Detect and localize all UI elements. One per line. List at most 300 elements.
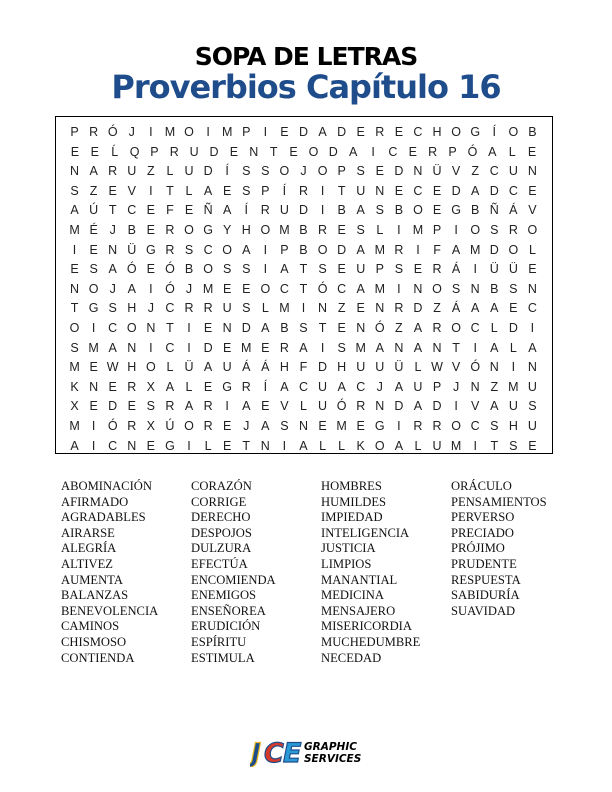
word-list-item: DESPOJOS [191,525,252,540]
grid-letter: O [470,223,481,237]
grid-letter: H [279,360,289,375]
grid-letter: D [394,399,404,414]
grid-letter: A [261,419,270,433]
grid-row [56,299,551,319]
grid-letter: Ü [394,360,404,375]
grid-letter: V [528,203,537,218]
grid-letter: A [89,164,98,179]
grid-letter: F [433,242,441,257]
grid-letter: I [454,223,458,237]
word-list-item: CORRIGE [191,494,247,509]
word-list-item: CAMINOS [61,619,120,634]
grid-letter: E [222,340,232,355]
grid-letter: O [260,223,271,237]
word-list-item: ERUDICIÓN [191,619,261,634]
grid-letter: U [508,399,518,414]
grid-letter: N [432,340,442,355]
word-list-item: MEDICINA [321,588,384,603]
grid-letter: V [451,164,461,179]
grid-letter: I [187,438,191,453]
grid-letter: E [70,262,79,277]
grid-letter: R [394,301,404,316]
grid-letter: E [108,379,117,394]
logo-line1: GRAPHIC [304,741,357,753]
word-list-item: SUAVIDAD [451,603,516,618]
grid-letter: I [72,242,77,257]
grid-letter: R [432,321,442,335]
word-list-item: ENEMIGOS [191,588,257,603]
grid-letter: O [451,125,461,139]
word-list-item: ABOMINACIÓN [61,479,152,493]
grid-letter: I [187,321,191,335]
grid-letter: W [431,360,443,375]
grid-letter: C [165,301,175,316]
grid-letter: U [375,360,385,375]
grid-letter: D [451,183,461,198]
grid-letter: R [165,223,175,237]
grid-letter: Ñ [203,203,213,218]
grid-letter: J [185,281,193,296]
grid-letter: D [337,242,347,257]
grid-letter: M [508,379,519,394]
grid-letter: C [470,419,480,433]
word-list-item: AUMENTA [61,572,123,587]
grid-letter: D [241,321,251,335]
word-list-item: HUMILDES [321,494,387,509]
grid-letter: D [328,144,338,159]
grid-letter: Ñ [489,203,499,218]
grid-letter: A [70,203,79,218]
grid-letter: Ü [508,262,518,277]
grid-letter: O [203,262,213,277]
word-list-item: ALTIVEZ [61,556,113,571]
grid-letter: Ú [89,203,99,218]
grid-letter: D [298,125,308,139]
grid-letter: E [70,144,80,159]
grid-letter: R [318,223,328,237]
grid-letter: U [356,360,366,375]
grid-letter: E [89,399,98,414]
grid-letter: N [413,281,423,296]
grid-letter: A [242,399,251,414]
grid-letter: T [318,321,327,335]
grid-letter: T [452,340,460,355]
grid-row [56,358,551,378]
grid-letter: E [127,399,136,414]
grid-letter: W [106,360,119,375]
grid-letter: Ĺ [111,144,119,159]
grid-letter: Í [282,183,287,198]
grid-letter: D [413,301,423,316]
word-list-item: PRECIADO [451,525,514,540]
grid-letter: U [279,203,289,218]
grid-letter: A [203,183,213,198]
grid-letter: N [413,164,423,179]
grid-letter: D [508,321,518,335]
grid-letter: N [394,340,404,355]
grid-letter: J [109,281,116,296]
grid-letter: T [166,321,174,335]
grid-letter: S [394,262,404,277]
grid-letter: A [299,438,308,453]
grid-letter: Í [244,203,248,218]
grid-letter: O [184,125,194,139]
grid-letter: R [169,144,179,159]
grid-letter: R [432,262,442,277]
grid-letter: N [108,242,118,257]
grid-letter: N [89,379,99,394]
grid-letter: A [413,340,423,355]
grid-letter: E [394,125,404,139]
grid-letter: O [508,242,519,257]
grid-letter: Ü [127,242,137,257]
grid-letter: M [221,125,233,139]
grid-letter: K [70,379,79,394]
grid-letter: S [242,164,251,179]
grid-letter: I [473,262,477,277]
grid-letter: O [69,321,80,335]
grid-letter: O [317,164,328,179]
grid-letter: C [489,164,499,179]
worksheet-title: Proverbios Capítulo 16 [111,68,501,106]
grid-letter: A [471,183,480,198]
grid-letter: S [356,223,365,237]
grid-letter: P [150,144,159,159]
grid-letter: R [428,144,438,159]
grid-letter: Ü [432,164,442,179]
grid-letter: R [508,223,518,237]
grid-letter: Á [261,360,270,375]
grid-letter: S [451,281,461,296]
grid-letter: C [356,379,366,394]
grid-letter: J [376,379,383,394]
grid-letter: Ó [374,321,385,335]
grid-letter: S [146,399,156,414]
grid-letter: F [299,360,308,375]
word-list-item: ALEGRÍA [61,541,117,556]
grid-letter: O [184,223,194,237]
svg-text:E: E [283,738,302,767]
grid-letter: M [202,281,214,296]
grid-letter: V [280,399,289,414]
grid-letter: M [412,223,424,237]
grid-letter: L [300,399,307,414]
grid-letter: R [108,164,118,179]
word-list-item: ORÁCULO [451,479,512,493]
grid-letter: R [203,419,213,433]
grid-letter: M [88,340,99,355]
grid-letter: P [448,144,457,159]
grid-letter: A [413,399,423,414]
grid-letter: O [279,164,290,179]
grid-letter: A [242,242,251,257]
grid-letter: O [432,281,442,296]
grid-letter: S [356,164,365,179]
grid-letter: J [128,125,135,139]
grid-letter: Á [509,203,518,218]
grid-letter: I [320,340,325,355]
grid-letter: B [394,203,404,218]
grid-letter: N [489,360,499,375]
word-list-item: AIRARSE [61,525,115,540]
grid-letter: E [89,360,98,375]
grid-letter: H [241,223,251,237]
grid-letter: S [375,203,384,218]
grid-letter: E [280,125,289,139]
grid-letter: I [530,321,535,335]
grid-letter: D [108,399,118,414]
word-list-item: ESTIMULA [191,650,255,665]
grid-letter: U [318,399,328,414]
grid-letter: A [356,242,365,257]
letter-grid [55,116,553,454]
grid-letter: Z [433,301,441,316]
grid-letter: D [298,203,308,218]
grid-row [56,143,551,163]
grid-letter: L [508,144,516,159]
grid-letter: Ú [165,419,175,433]
grid-letter: I [149,125,153,139]
word-list-item: CONTIENDA [61,650,135,665]
grid-letter: E [90,144,99,159]
grid-letter: A [375,340,384,355]
grid-letter: O [126,321,137,335]
grid-letter: C [127,203,137,218]
grid-letter: E [432,183,442,198]
grid-row [56,339,551,359]
grid-letter: E [146,203,156,218]
grid-letter: E [527,144,537,159]
grid-letter: D [203,340,213,355]
grid-letter: E [337,262,346,277]
grid-letter: S [261,164,270,179]
grid-letter: D [203,164,213,179]
grid-letter: I [263,242,268,257]
grid-letter: F [166,203,174,218]
grid-letter: A [318,125,327,139]
grid-letter: R [394,242,404,257]
grid-letter: I [91,438,96,453]
grid-letter: D [318,360,328,375]
grid-letter: N [70,164,80,179]
grid-letter: M [69,419,80,433]
grid-letter: N [375,183,385,198]
grid-row [56,201,551,221]
grid-letter: D [489,242,499,257]
grid-letter: A [108,262,117,277]
grid-letter: N [222,321,232,335]
grid-letter: A [337,379,346,394]
grid-letter: R [298,183,308,198]
grid-letter: O [145,360,156,375]
word-list-item: PENSAMIENTOS [451,494,547,509]
grid-letter: G [374,419,385,433]
grid-letter: S [184,242,194,257]
grid-letter: J [109,223,116,237]
grid-letter: N [146,321,156,335]
grid-letter: E [356,125,365,139]
grid-letter: L [338,438,346,453]
word-list-item: AGRADABLES [61,510,146,525]
grid-letter: H [432,125,442,139]
grid-row [56,123,551,143]
word-list-item: EFECTÚA [191,556,248,571]
grid-letter: S [242,183,251,198]
grid-letter: G [165,438,175,453]
grid-letter: E [408,144,417,159]
grid-letter: Ó [317,281,328,296]
grid-letter: Q [129,144,140,159]
grid-letter: Ó [126,262,137,277]
grid-letter: E [222,281,232,296]
grid-letter: Ó [107,125,118,139]
grid-letter: O [374,438,385,453]
grid-letter: C [527,301,537,316]
grid-letter: E [242,281,251,296]
grid-letter: X [146,379,156,394]
grid-letter: M [69,223,80,237]
grid-letter: A [280,379,289,394]
grid-letter: H [127,301,137,316]
grid-letter: R [89,125,99,139]
grid-letter: N [527,281,537,296]
grid-letter: I [91,321,96,335]
grid-letter: E [528,262,537,277]
grid-letter: E [203,379,213,394]
word-list-item: BALANZAS [61,588,129,603]
grid-letter: I [397,223,401,237]
grid-letter: E [318,419,327,433]
grid-letter: U [222,301,232,316]
grid-letter: E [509,301,518,316]
grid-letter: R [165,242,175,257]
grid-letter: Z [471,164,479,179]
grid-letter: T [166,183,174,198]
grid-letter: N [260,438,270,453]
grid-letter: L [414,360,422,375]
grid-letter: O [317,242,328,257]
grid-letter: G [145,242,156,257]
grid-letter: S [509,281,518,296]
jce-logo-graphic [250,735,362,767]
grid-letter: M [336,419,347,433]
grid-letter: N [356,321,366,335]
grid-letter: A [70,438,79,453]
grid-row [56,182,551,202]
grid-letter: G [88,301,99,316]
grid-letter: J [243,419,250,433]
grid-row [56,437,551,457]
grid-letter: U [184,164,194,179]
grid-letter: U [508,164,518,179]
grid-letter: A [471,301,480,316]
grid-letter: I [149,340,153,355]
grid-letter: A [490,340,499,355]
grid-letter: G [222,379,233,394]
grid-letter: E [222,419,232,433]
grid-letter: T [490,438,499,453]
grid-letter: N [70,281,80,296]
grid-letter: H [127,360,137,375]
grid-letter: D [209,144,219,159]
grid-letter: E [261,399,270,414]
grid-letter: R [260,203,270,218]
grid-letter: H [337,360,347,375]
svg-text:C: C [264,738,284,767]
grid-letter: N [298,419,308,433]
grid-letter: Í [225,164,229,179]
grid-letter: I [91,419,96,433]
word-list-item: MISERICORDIA [321,619,412,634]
grid-letter: A [222,203,232,218]
grid-letter: A [280,262,289,277]
grid-letter: U [222,360,232,375]
grid-letter: M [69,360,80,375]
word-list-item: LIMPIOS [321,556,372,571]
grid-letter: É [89,223,98,237]
grid-letter: A [394,379,404,394]
grid-letter: I [397,281,401,296]
grid-letter: L [319,438,327,453]
grid-letter: M [374,281,385,296]
word-list-item: PRÓJIMO [451,541,505,556]
grid-letter: C [388,144,398,159]
grid-letter: L [185,183,193,198]
grid-letter: I [301,301,306,316]
grid-letter: N [375,301,385,316]
word-column [321,479,420,666]
grid-letter: S [337,340,346,355]
grid-letter: B [127,223,136,237]
grid-letter: O [527,223,538,237]
grid-letter: T [337,183,346,198]
word-list-item: JUSTICIA [321,541,376,556]
grid-letter: T [299,262,308,277]
grid-letter: I [371,144,375,159]
grid-letter: P [280,242,289,257]
grid-letter: J [147,301,154,316]
grid-letter: D [337,125,347,139]
grid-letter: P [242,125,251,139]
grid-letter: O [508,125,519,139]
grid-letter: A [261,321,270,335]
word-list-item: SABIDURÍA [451,588,520,603]
word-list-item: ENSEÑOREA [191,603,266,618]
grid-letter: E [146,438,156,453]
grid-letter: T [70,301,79,316]
grid-letter: E [356,419,365,433]
grid-letter: S [509,438,518,453]
grid-letter: I [282,438,287,453]
grid-letter: D [432,399,442,414]
grid-letter: C [413,125,423,139]
grid-letter: E [261,340,270,355]
grid-letter: L [261,301,269,316]
grid-letter: L [376,223,384,237]
grid-letter: R [241,379,251,394]
grid-letter: M [450,438,462,453]
grid-letter: N [249,144,259,159]
grid-letter: A [528,340,537,355]
grid-letter: I [397,419,401,433]
grid-letter: X [146,419,156,433]
word-list-item: ESPÍRITU [191,634,247,649]
word-list-item: INTELIGENCIA [321,525,410,540]
grid-letter: J [452,379,460,394]
grid-letter: B [528,125,537,139]
grid-letter: N [127,438,137,453]
grid-letter: U [189,144,199,159]
